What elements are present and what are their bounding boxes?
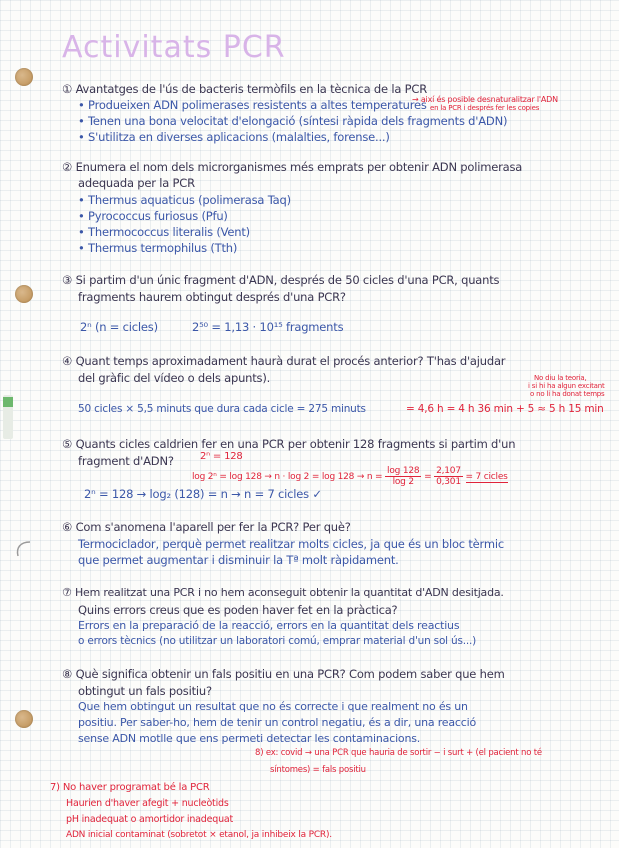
correction-7-line-2: Haurien d'haver afegit + nucleòtids <box>66 798 229 809</box>
q1-note-line-2: en la PCR i després fer les copies <box>430 104 540 112</box>
correction-7-line-4: ADN inicial contaminat (sobretot × etanol, ja inhibeix la PCR). <box>66 830 332 840</box>
q7-answer-line-2: o errors tècnics (no utilitzar un laboratori comú, emprar material d'un sol ús...) <box>78 635 477 647</box>
q1-bullet-1: • Produeixen ADN polimerases resistents a altes temperatures <box>78 98 427 112</box>
q1-bullet-3: • S'utilitza en diverses aplicacions (malalties, forense...) <box>78 130 390 144</box>
binder-hole-3 <box>15 710 33 728</box>
q6-answer-line-1: Termociclador, perquè permet realitzar molts cicles, ja que és un bloc tèrmic <box>78 537 505 551</box>
question-4-line-1: ④ Quant temps aproximadament haurà durat el procés anterior? T'has d'ajudar <box>62 354 506 368</box>
q8-answer-line-2: positiu. Per saber-ho, hem de tenir un control negatiu, és a dir, una reacció <box>78 716 476 729</box>
q5-answer: 2ⁿ = 128 → log₂ (128) = n → n = 7 cicles ✓ <box>84 487 322 501</box>
question-7-line-2: Quins errors creus que es poden haver fet en la pràctica? <box>78 603 398 617</box>
question-6: ⑥ Com s'anomena l'aparell per fer la PCR? Per què? <box>62 520 351 534</box>
correction-7-line-3: pH inadequat o amortidor inadequat <box>66 814 234 825</box>
q2-item-2: • Pyrococcus furiosus (Pfu) <box>78 209 228 223</box>
question-8-line-2: obtingut un fals positiu? <box>78 684 212 698</box>
question-4-line-2: del gràfic del vídeo o dels apunts). <box>78 371 271 385</box>
q8-red-note-line-2: síntomes) = fals positiu <box>270 765 366 775</box>
q8-red-note-line-1: 8) ex: covid → una PCR que hauria de sortir − i surt + (el pacient no té <box>255 748 542 758</box>
binder-hole-2 <box>15 285 33 303</box>
correction-7-line-1: 7) No haver programat bé la PCR <box>50 782 210 793</box>
q2-item-3: • Thermococcus literalis (Vent) <box>78 225 250 239</box>
q5-red-equation: 2ⁿ = 128 <box>200 451 243 462</box>
q6-answer-line-2: que permet augmentar i disminuir la Tª molt ràpidament. <box>78 553 399 567</box>
question-2-line-1: ② Enumera el nom dels microrganismes més emprats per obtenir ADN polimerasa <box>62 160 523 174</box>
q2-item-4: • Thermus termophilus (Tth) <box>78 241 238 255</box>
question-7-line-1: ⑦ Hem realitzat una PCR i no hem aconseguit obtenir la quantitat d'ADN desitjada. <box>62 586 504 599</box>
q4-answer-conversion: = 4,6 h = 4 h 36 min + 5 ≈ 5 h 15 min <box>406 403 604 415</box>
question-2-line-2: adequada per la PCR <box>78 176 195 190</box>
question-5-line-1: ⑤ Quants cicles caldrien fer en una PCR per obtenir 128 fragments si partim d'un <box>62 437 516 451</box>
q4-note-line-2: i si hi ha algun excitant <box>528 382 605 390</box>
q5-red-derivation: log 2ⁿ = log 128 → n · log 2 = log 128 → n = $\frac{\log 128}{\log 2}$ = $\frac{2,107}{0,301}$ = 7 cicles <box>192 466 508 487</box>
q3-answer-result: 2⁵⁰ = 1,13 · 10¹⁵ fragments <box>192 320 344 334</box>
page-title: Activitats PCR <box>62 30 286 65</box>
q1-note-line-1: → així és posible desnaturalitzar l'ADN <box>412 95 558 104</box>
q5-fraction-values: $\frac{2,107}{0,301}$ <box>436 466 461 487</box>
binder-hole-1 <box>15 68 33 86</box>
q4-answer: 50 cicles × 5,5 minuts que dura cada cicle = 275 minuts <box>78 403 366 415</box>
question-8-line-1: ⑧ Què significa obtenir un fals positiu en una PCR? Com podem saber que hem <box>62 667 505 681</box>
q5-result: = 7 cicles <box>465 472 508 482</box>
q1-bullet-2: • Tenen una bona velocitat d'elongació (síntesi ràpida dels fragments d'ADN) <box>78 114 508 128</box>
q5-fraction-logs: $\frac{\log 128}{\log 2}$ <box>387 466 420 487</box>
question-5-line-2: fragment d'ADN? <box>78 454 174 468</box>
q8-answer-line-3: sense ADN motlle que ens permeti detectar les contaminacions. <box>78 732 421 745</box>
q2-item-1: • Thermus aquaticus (polimerasa Taq) <box>78 193 291 207</box>
question-1: ① Avantatges de l'ús de bacteris termòfils en la tècnica de la PCR <box>62 82 428 96</box>
question-3-line-2: fragments haurem obtingut després d'una PCR? <box>78 290 346 304</box>
q3-answer-formula: 2ⁿ (n = cicles) <box>80 320 158 334</box>
q7-answer-line-1: Errors en la preparació de la reacció, errors en la quantitat dels reactius <box>78 619 460 632</box>
page-curl-icon <box>12 538 34 560</box>
q4-note-line-1: No diu la teoria, <box>534 374 587 382</box>
side-tab <box>3 395 13 439</box>
q8-answer-line-1: Que hem obtingut un resultat que no és correcte i que realment no és un <box>78 700 468 713</box>
q4-note-line-3: o no li ha donat temps <box>530 390 605 398</box>
question-3-line-1: ③ Si partim d'un únic fragment d'ADN, després de 50 cicles d'una PCR, quants <box>62 273 500 287</box>
